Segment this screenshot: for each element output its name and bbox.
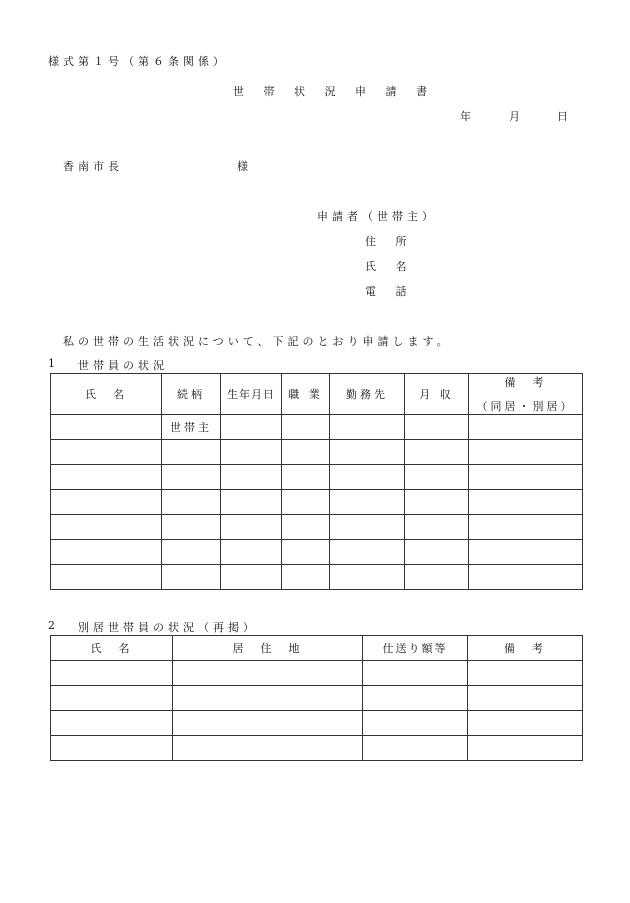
column-header-occupation: 職 業 [282,374,330,415]
applicant-name-label: 氏 名 [365,260,415,273]
remarks-cell[interactable] [468,661,583,686]
column-header-birthdate: 生年月日 [221,374,282,415]
birthdate-cell[interactable] [221,415,282,440]
occupation-cell[interactable] [282,490,330,515]
relation-cell[interactable] [162,540,221,565]
occupation-cell[interactable] [282,565,330,590]
column-header-residence: 居 住 地 [173,636,363,661]
applicant-address-label: 住 所 [365,235,415,248]
table-row [51,515,583,540]
table-row [51,440,583,465]
remittance-cell[interactable] [363,686,468,711]
date-year: 年 [460,110,471,123]
section1-heading: 世帯員の状況 [78,359,168,372]
relation-cell[interactable] [162,440,221,465]
column-header-relation: 続柄 [162,374,221,415]
workplace-cell[interactable] [330,565,405,590]
name-cell[interactable] [51,565,162,590]
column-header-remarks: 備 考 [468,636,583,661]
section1-number: 1 [48,357,55,370]
remarks-cell[interactable] [469,490,583,515]
column-header-name: 氏 名 [51,636,173,661]
name-cell[interactable] [51,465,162,490]
income-cell[interactable] [405,440,469,465]
remarks-cell[interactable] [469,540,583,565]
remittance-cell[interactable] [363,661,468,686]
name-cell[interactable] [51,440,162,465]
column-header-workplace: 勤務先 [330,374,405,415]
request-statement: 私の世帯の生活状況について、下記のとおり申請します。 [63,335,452,348]
occupation-cell[interactable] [282,465,330,490]
column-header-name: 氏 名 [51,374,162,415]
name-cell[interactable] [51,540,162,565]
occupation-cell[interactable] [282,440,330,465]
table-row [51,540,583,565]
remarks-cell[interactable] [469,465,583,490]
birthdate-cell[interactable] [221,540,282,565]
income-cell[interactable] [405,415,469,440]
birthdate-cell[interactable] [221,490,282,515]
occupation-cell[interactable] [282,540,330,565]
name-cell[interactable] [51,661,173,686]
residence-cell[interactable] [173,711,363,736]
income-cell[interactable] [405,490,469,515]
occupation-cell[interactable] [282,515,330,540]
form-label: 様式第１号（第６条関係） [48,55,228,68]
income-cell[interactable] [405,540,469,565]
relation-cell[interactable] [162,515,221,540]
workplace-cell[interactable] [330,515,405,540]
name-cell[interactable] [51,415,162,440]
income-cell[interactable] [405,515,469,540]
date-day: 日 [557,110,568,123]
remittance-cell[interactable] [363,711,468,736]
date-month: 月 [509,110,520,123]
income-cell[interactable] [405,565,469,590]
relation-cell[interactable] [162,465,221,490]
column-header-income: 月 収 [405,374,469,415]
cohabitation-label: （同居・別居） [476,400,575,413]
birthdate-cell[interactable] [221,565,282,590]
table-row [51,736,583,761]
name-cell[interactable] [51,515,162,540]
birthdate-cell[interactable] [221,515,282,540]
relation-cell: 世帯主 [162,415,221,440]
relation-cell[interactable] [162,490,221,515]
remarks-cell[interactable] [469,565,583,590]
residence-cell[interactable] [173,736,363,761]
name-cell[interactable] [51,736,173,761]
applicant-phone-label: 電 話 [365,285,415,298]
income-cell[interactable] [405,465,469,490]
table-row [51,661,583,686]
column-header-remittance: 仕送り額等 [363,636,468,661]
birthdate-cell[interactable] [221,465,282,490]
residence-cell[interactable] [173,686,363,711]
name-cell[interactable] [51,686,173,711]
applicant-heading: 申請者（世帯主） [317,210,437,223]
residence-cell[interactable] [173,661,363,686]
workplace-cell[interactable] [330,540,405,565]
workplace-cell[interactable] [330,490,405,515]
table-row [51,686,583,711]
section2-number: 2 [48,619,55,632]
table-row [51,490,583,515]
remittance-cell[interactable] [363,736,468,761]
remarks-cell[interactable] [468,736,583,761]
section2-heading: 別居世帯員の状況（再掲） [78,621,258,634]
relation-cell[interactable] [162,565,221,590]
occupation-cell[interactable] [282,415,330,440]
workplace-cell[interactable] [330,465,405,490]
remarks-cell[interactable] [468,686,583,711]
column-header-remarks [469,374,583,415]
separate-members-table [50,635,583,761]
addressee-name: 香南市長 [63,160,123,173]
household-members-table [50,373,583,590]
birthdate-cell[interactable] [221,440,282,465]
remarks-cell[interactable] [469,415,583,440]
table-header-row [51,374,583,415]
table-row [51,565,583,590]
table-header-row [51,636,583,661]
workplace-cell[interactable] [330,440,405,465]
remarks-cell[interactable] [469,440,583,465]
table-row [51,465,583,490]
remarks-label: 備 考 [504,376,547,389]
workplace-cell[interactable] [330,415,405,440]
document-title: 世 帯 状 況 申 請 書 [233,85,435,98]
table-row [51,711,583,736]
remarks-cell[interactable] [468,711,583,736]
addressee-honorific: 様 [237,160,248,173]
name-cell[interactable] [51,711,173,736]
table-row [51,415,583,440]
remarks-cell[interactable] [469,515,583,540]
name-cell[interactable] [51,490,162,515]
